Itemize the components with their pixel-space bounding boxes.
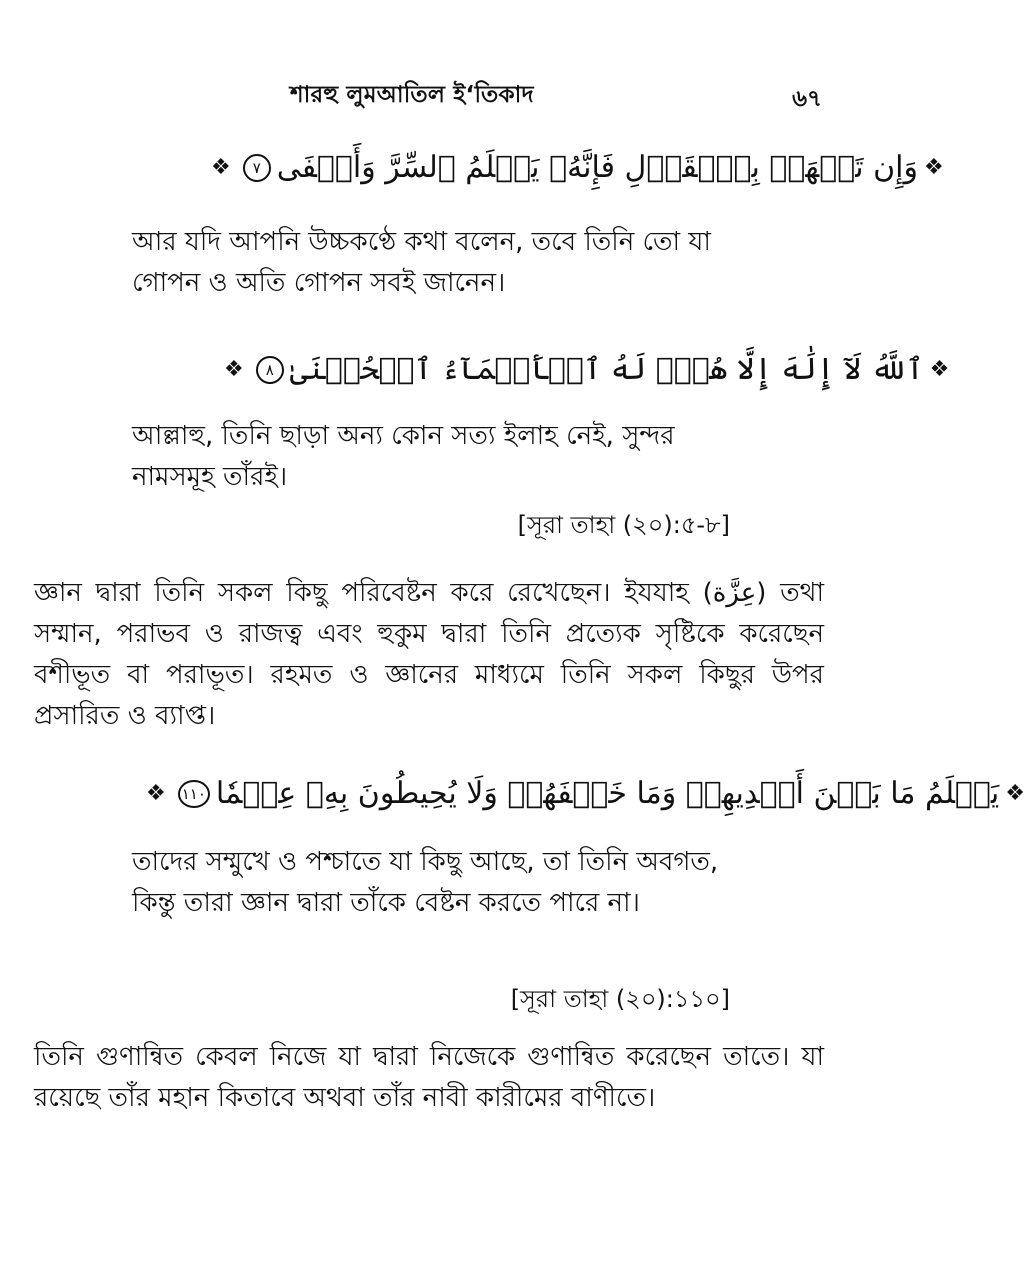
inline-arabic-term: عِزَّة bbox=[712, 578, 757, 608]
body-paragraph bbox=[34, 573, 824, 737]
verse-arabic-text: وَإِن تَجۡهَرۡ بِٱلۡقَوۡلِ فَإِنَّهُۥ يَعۡلَمُ ٱلسِّرَّ وَأَخۡفَى bbox=[276, 150, 918, 185]
verse-translation: তাদের সম্মুখে ও পশ্চাতে যা কিছু আছে, তা তিনি অবগত, কিন্তু তারা জ্ঞান দ্বারা তাঁকে বেষ্টন করতে পারে না। bbox=[132, 847, 719, 918]
verse-ornament-icon: ❖ bbox=[929, 357, 950, 382]
verse-ornament-icon: ❖ bbox=[211, 155, 231, 180]
running-head-title: শারহু লুমআতিল ই‘তিকাদ bbox=[290, 82, 534, 108]
verse-translation: আল্লাহু, তিনি ছাড়া অন্য কোন সত্য ইলাহ নেই, সুন্দর নামসমূহ তাঁরই। bbox=[132, 421, 675, 492]
ayah-number: ١١٠ bbox=[178, 780, 210, 808]
ayah-number: ٨ bbox=[256, 356, 284, 384]
body-paragraph: তিনি গুণান্বিত কেবল নিজে যা দ্বারা নিজেকে গুণান্বিত করেছেন তাতে। যা রয়েছে তাঁর মহান কিতাবে অথবা তাঁর নাবী কারীমের বাণীতে। bbox=[34, 1042, 824, 1113]
quran-verse-110 bbox=[140, 776, 1031, 811]
verse-translation: আর যদি আপনি উচ্চকণ্ঠে কথা বলেন, তবে তিনি তো যা গোপন ও অতি গোপন সবই জানেন। bbox=[132, 227, 711, 298]
quran-verse-7 bbox=[205, 150, 950, 185]
verse-ornament-icon: ❖ bbox=[923, 155, 944, 180]
paragraph-text: জ্ঞান দ্বারা তিনি সকল কিছু পরিবেষ্টন করে রেখেছেন। ইযযাহ ( bbox=[34, 578, 713, 608]
surah-reference: [সূরা তাহা (২০):৫-৮] bbox=[517, 511, 730, 539]
verse-ornament-icon: ❖ bbox=[1005, 781, 1025, 806]
verse-ornament-icon: ❖ bbox=[224, 357, 244, 382]
ayah-number: ٧ bbox=[243, 154, 271, 182]
paragraph-text: ) তথা সম্মান, পরাভব ও রাজত্ব এবং হুকুম দ্বারা তিনি প্রত্যেক সৃষ্টিকে করেছেন বশীভূত বা পরাভূত। রহমত ও জ্ঞানের মাধ্যমে তিনি সকল কিছুর উপর প্রসারিত ও ব্যাপ্ত। bbox=[34, 578, 825, 731]
verse-ornament-icon: ❖ bbox=[146, 781, 166, 806]
verse-arabic-text: يَعۡلَمُ مَا بَيۡنَ أَيۡدِيهِمۡ وَمَا خَلۡفَهُمۡ وَلَا يُحِيطُونَ بِهِۦ عِلۡمٗا bbox=[215, 776, 1000, 811]
page-number: ৬৭ bbox=[792, 86, 822, 112]
verse-arabic-text: ٱللَّهُ لَآ إِلَٰهَ إِلَّا هُوَۖ لَهُ ٱلۡأَسۡمَآءُ ٱلۡحُسۡنَىٰ bbox=[289, 352, 924, 387]
quran-verse-8 bbox=[218, 352, 955, 387]
surah-reference: [সূরা তাহা (২০):১১০] bbox=[510, 985, 730, 1013]
